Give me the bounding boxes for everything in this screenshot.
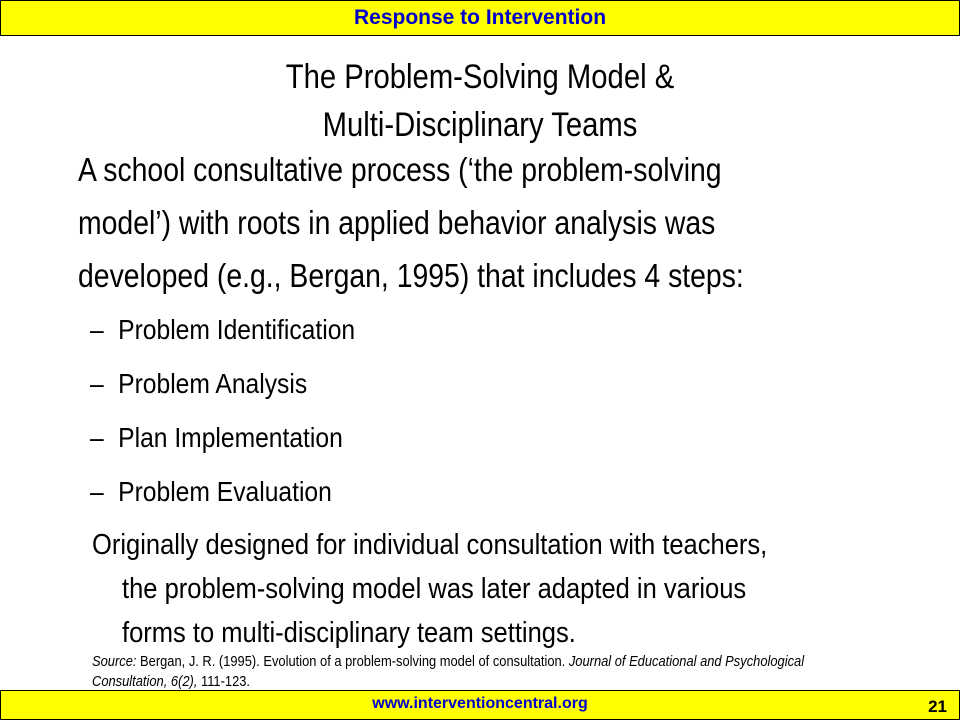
step-label: Problem Identification [118,314,356,345]
footer-bar [0,690,960,720]
summary-line-1: Originally designed for individual consultation with teachers, [92,529,768,561]
bullet-dash: – [90,368,104,399]
source-pages: 111-123. [197,673,251,690]
header-bar [0,0,960,36]
intro-line-3: developed (e.g., Bergan, 1995) that includes 4 steps: [78,257,744,294]
summary-line-2: the problem-solving model was later adapted in various [122,573,747,605]
step-item [90,422,343,454]
source-journal-volume: Consultation, 6(2), [92,673,198,690]
source-text: Bergan, J. R. (1995). Evolution of a problem-solving model of consultation. [136,653,569,670]
slide-title-line-2: Multi-Disciplinary Teams [322,106,638,144]
summary-line-3: forms to multi-disciplinary team settings. [122,617,576,649]
intro-line-2: model’) with roots in applied behavior analysis was [78,204,716,241]
step-label: Problem Analysis [118,368,308,399]
step-label: Plan Implementation [118,422,343,453]
step-item [90,368,307,400]
step-item [90,314,355,346]
bullet-dash: – [90,314,104,345]
source-label: Source: [92,653,137,670]
bullet-dash: – [90,476,104,507]
bullet-dash: – [90,422,104,453]
source-citation-line-2 [92,672,250,692]
header-title: Response to Intervention [353,6,607,29]
slide-title-line-1: The Problem-Solving Model & [285,58,675,96]
step-label: Problem Evaluation [118,476,332,507]
source-journal: Journal of Educational and Psychological [568,653,805,670]
step-item [90,476,332,508]
intro-line-1: A school consultative process (‘the problem-solving [78,151,722,188]
page-number: 21 [928,697,947,716]
footer-url[interactable]: www.interventioncentral.org [372,695,588,712]
source-citation-line-1 [92,652,804,672]
